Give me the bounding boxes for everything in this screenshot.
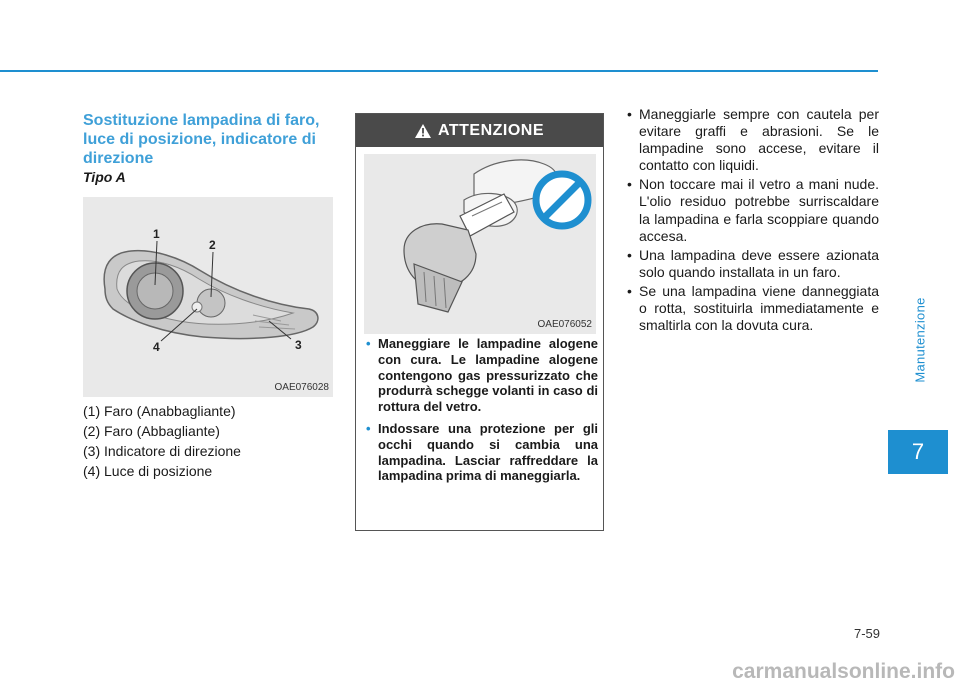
callout-3: 3 [295, 338, 302, 352]
chapter-tab: 7 [888, 430, 948, 474]
chapter-label [880, 250, 960, 430]
attention-item [366, 421, 598, 484]
warning-icon [415, 124, 431, 138]
figure-code: OAE076028 [274, 382, 329, 393]
bullet-icon: • [627, 246, 632, 263]
bulb-illustration [364, 154, 596, 334]
attention-item [366, 336, 598, 415]
headlamp-figure [83, 197, 333, 397]
attention-box [355, 113, 604, 531]
bullet-icon: • [627, 106, 632, 122]
note-text: Se una lampadina viene danneggiata o rotta, sostituirla immediatamente e smaltirla con la dovuta cura. [639, 282, 879, 334]
attention-list [366, 336, 598, 490]
headlamp-illustration [83, 197, 333, 397]
chapter-label-text: Manutenzione [912, 297, 928, 383]
legend-item: (3) Indicatore di direzione [83, 443, 241, 459]
attention-item-text: Maneggiare le lampadine alogene con cura. Le lampadine alogene contengono gas pressurizzato che produrrà schegge volanti in caso di rottura del vetro. [378, 336, 598, 415]
figure-code: OAE076052 [537, 319, 592, 330]
watermark: carmanualsonline.info [732, 660, 955, 683]
attention-item-text: Indossare una protezione per gli occhi quando si cambia una lampadina. Lasciar raffreddare la lampadina prima di maneggiarla. [378, 420, 598, 484]
bullet-icon: • [366, 420, 371, 436]
legend-item: (1) Faro (Anabbagliante) [83, 403, 236, 419]
section-title: Sostituzione lampadina di faro, luce di posizione, indicatore di direzione [83, 112, 320, 167]
bullet-icon: • [366, 336, 371, 351]
note-text: Una lampadina deve essere azionata solo quando installata in un faro. [639, 246, 879, 280]
note-item [627, 176, 879, 244]
attention-title: ATTENZIONE [437, 121, 545, 139]
callout-1: 1 [153, 227, 160, 241]
callout-4: 4 [153, 340, 160, 354]
attention-header [356, 114, 603, 147]
header-rule [0, 70, 878, 72]
note-item [627, 106, 879, 174]
note-text: Non toccare mai il vetro a mani nude. L'olio residuo potrebbe surriscaldare la lampadina e farla scoppiare quando accesa. [639, 176, 879, 244]
section-subtitle: Tipo A [83, 169, 126, 185]
note-item [627, 283, 879, 334]
bulb-figure [364, 154, 596, 334]
legend-item: (2) Faro (Abbagliante) [83, 423, 220, 439]
page-number: 7-59 [853, 626, 880, 641]
callout-2: 2 [209, 238, 216, 252]
note-text: Maneggiarle sempre con cautela per evitare graffi e abrasioni. Se le lampadine sono accese, evitare il contatto con liquidi. [639, 106, 879, 174]
legend-item: (4) Luce di posizione [83, 463, 213, 479]
figure-legend [83, 401, 241, 481]
bullet-icon: • [627, 176, 632, 193]
note-item [627, 247, 879, 281]
notes-list [627, 106, 879, 336]
bullet-icon: • [627, 282, 632, 299]
